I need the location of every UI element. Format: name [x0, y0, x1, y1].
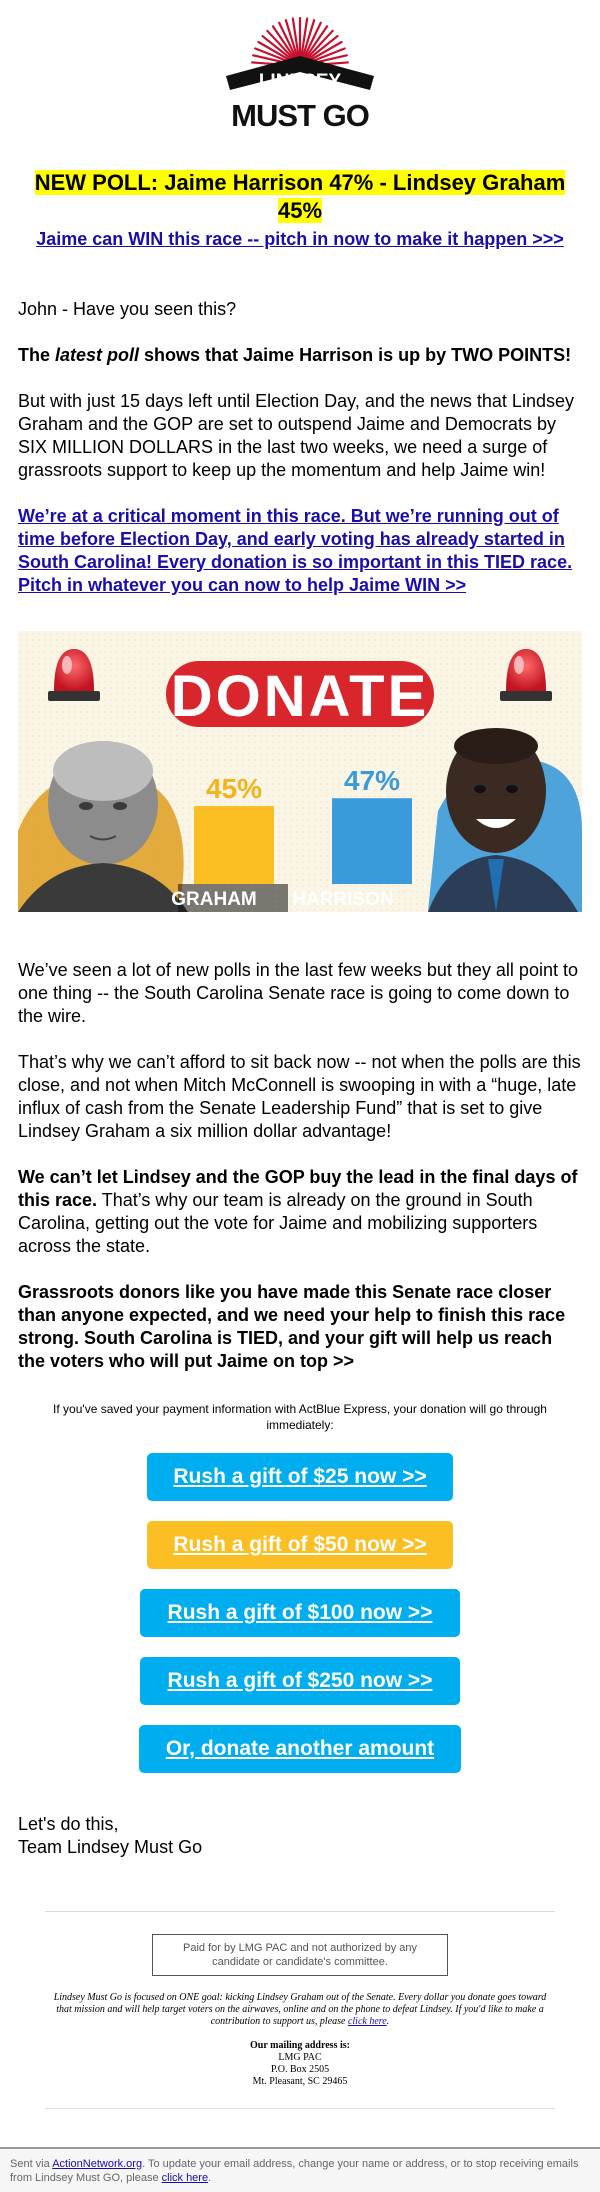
harrison-percent-label: 47% — [343, 765, 401, 797]
body-section-1 — [0, 298, 600, 597]
poll-headline: NEW POLL: Jaime Harrison 47% - Lindsey Graham 45% — [34, 170, 566, 223]
donate-50-button[interactable]: Rush a gift of $50 now >> — [147, 1521, 453, 1569]
divider — [45, 2108, 555, 2109]
unsubscribe-link[interactable]: click here — [161, 2172, 209, 2184]
paid-for-disclaimer: Paid for by LMG PAC and not authorized by any candidate or candidate's committee. — [152, 1934, 448, 1976]
logo-line1: LINDSEY — [258, 71, 342, 92]
signoff-line: Let's do this, — [18, 1814, 119, 1834]
donate-banner[interactable] — [18, 631, 582, 912]
footer: Sent via ActionNetwork.org. To update your email address, change your name or address, or to stop receiving emails from Lindsey Must GO, please click here. — [0, 2147, 600, 2192]
logo-line2: MUST GO — [231, 98, 369, 133]
donation-buttons — [0, 1453, 600, 1773]
donate-100-button[interactable]: Rush a gift of $100 now >> — [140, 1589, 460, 1637]
mission-contribute-link[interactable]: click here — [347, 2016, 387, 2027]
graham-name-label: GRAHAM — [171, 889, 257, 910]
cta-paragraph — [18, 505, 582, 597]
greeting: John - Have you seen this? — [18, 299, 237, 319]
mailing-address: Our mailing address is: LMG PAC P.O. Box 2505 Mt. Pleasant, SC 29465 — [250, 2040, 350, 2087]
graham-bar — [194, 806, 274, 884]
appeal-paragraph: Grassroots donors like you have made this Senate race closer than anyone expected, and we need your help to finish this race strong. South Carolina is TIED, and your gift will help us reach the voters who will put Jaime on top >> — [18, 1282, 566, 1371]
poll-statement: The latest poll shows that Jaime Harrison is up by TWO POINTS! — [18, 345, 572, 365]
harrison-bar — [332, 798, 412, 884]
body-section-2 — [0, 959, 600, 1373]
donate-other-button[interactable]: Or, donate another amount — [139, 1725, 461, 1773]
actionnetwork-link[interactable]: ActionNetwork.org — [52, 2158, 143, 2170]
body-paragraph: We can’t let Lindsey and the GOP buy the lead in the final days of this race. That’s why our team is already on the ground in South Carolina, getting out the vote for Jaime and mobilizing supporters across the state. — [18, 1167, 578, 1256]
signoff — [0, 1813, 600, 1859]
signoff-team: Team Lindsey Must Go — [18, 1837, 203, 1857]
actblue-express-note: If you've saved your payment information with ActBlue Express, your donation will go through immediately: — [53, 1402, 547, 1432]
cta-donate-link[interactable]: We’re at a critical moment in this race. But we’re running out of time before Election Day, and early voting has already started in South Carolina! Every donation is so important in this TIED race. Pitch in whatever you can now to help Jaime WIN >> — [18, 506, 573, 595]
headline-donate-link[interactable]: Jaime can WIN this race -- pitch in now to make it happen >>> — [36, 229, 564, 249]
donate-250-button[interactable]: Rush a gift of $250 now >> — [140, 1657, 460, 1705]
body-paragraph: That’s why we can’t afford to sit back now -- not when the polls are this close, and not when Mitch McConnell is swooping in with a “huge, late influx of cash from the Senate Leadership Fund” that is set to give Lindsey Graham a six million dollar advantage! — [18, 1052, 581, 1141]
mission-statement: Lindsey Must Go is focused on ONE goal: kicking Lindsey Graham out of the Senate. Every dollar you donate goes toward that mission and will help target voters on the airwaves, online and on the phone to defeat Lindsey. If you'd like to make a contribution to support us, please click here. — [53, 1992, 547, 2027]
divider — [45, 1911, 555, 1912]
banner-donate-text: DONATE — [170, 664, 430, 729]
harrison-name-label: HARRISON — [292, 889, 394, 910]
lindsey-must-go-logo — [220, 10, 380, 135]
body-paragraph: But with just 15 days left until Election Day, and the news that Lindsey Graham and the GOP are set to outspend Jaime and Democrats by SIX MILLION DOLLARS in the last two weeks, we need a surge of grassroots support to keep up the momentum and help Jaime win! — [18, 391, 574, 480]
email-body — [0, 10, 600, 2192]
donate-25-button[interactable]: Rush a gift of $25 now >> — [147, 1453, 453, 1501]
graham-percent-label: 45% — [205, 773, 263, 804]
body-paragraph: We’ve seen a lot of new polls in the last few weeks but they all point to one thing -- the South Carolina Senate race is going to come down to the wire. — [18, 960, 578, 1026]
